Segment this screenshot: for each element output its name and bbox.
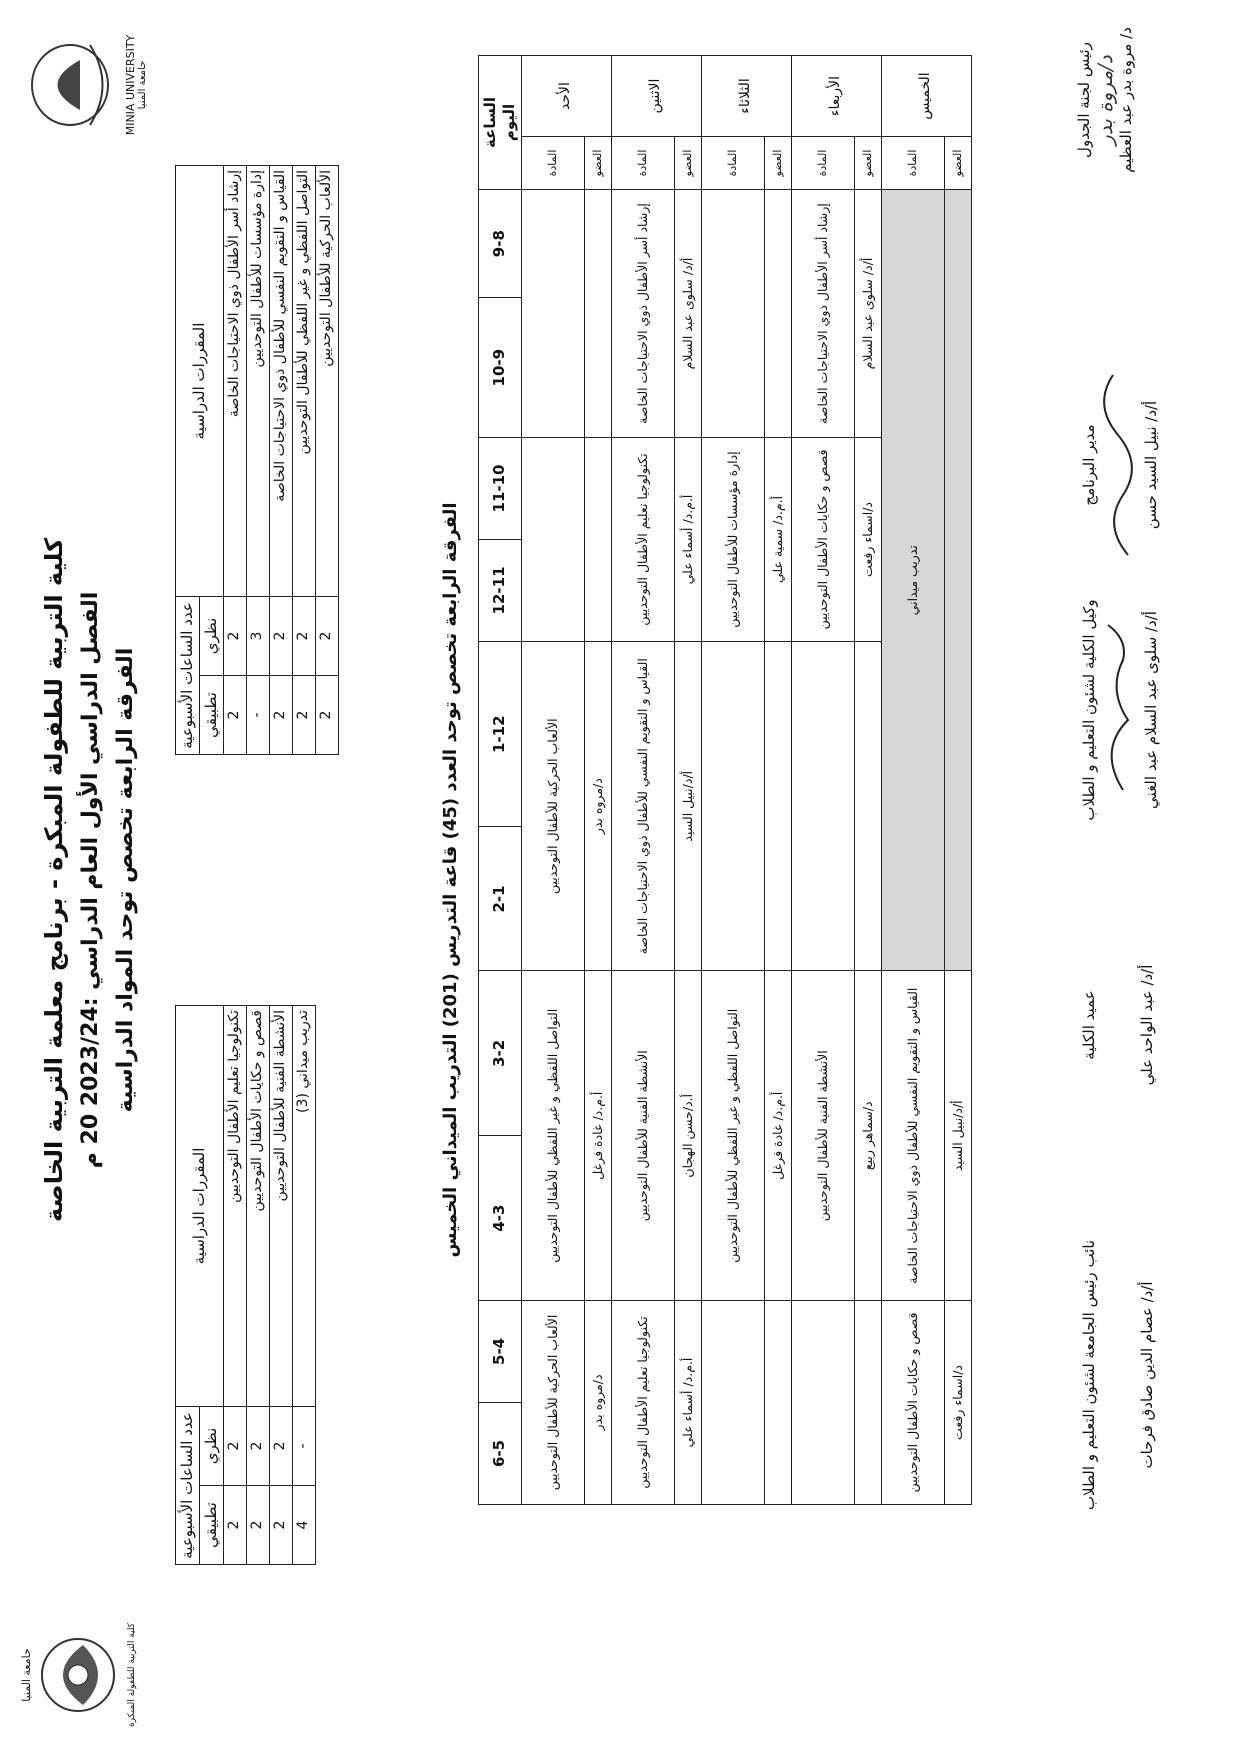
courses-table-left bbox=[175, 1005, 316, 1565]
day-member-row bbox=[764, 56, 791, 1505]
courses-header: المقررات الدراسية bbox=[176, 166, 224, 597]
program-signature-icon bbox=[1098, 365, 1138, 565]
course-theory: - bbox=[292, 1407, 315, 1486]
hour-slot-header: 2-1 bbox=[479, 827, 522, 971]
committee-name: د/ مروة بدر عبد العظيم bbox=[1117, 27, 1135, 173]
table-row bbox=[292, 166, 315, 755]
course-theory: 2 bbox=[246, 1407, 269, 1486]
schedule-subject-cell: إرشاد أسر الأطفال ذوي الاحتياجات الخاصة bbox=[791, 190, 854, 438]
schedule-subject-cell: قصص و حكايات الأطفال التوحديين bbox=[881, 1300, 944, 1504]
day-member-row bbox=[674, 56, 701, 1505]
schedule-subject-cell: القياس و التقويم النفسي للأطفال ذوي الاحتياجات الخاصة bbox=[881, 971, 944, 1301]
day-name: الخميس bbox=[881, 56, 971, 137]
member-label: العضو bbox=[854, 137, 881, 190]
minia-university-logo bbox=[20, 25, 150, 145]
hour-slot-header: 5-4 bbox=[479, 1300, 522, 1402]
schedule-member-cell bbox=[854, 1300, 881, 1504]
course-practical: 2 bbox=[315, 676, 338, 755]
schedule-member-cell: أ.م.د/ أسماء علي bbox=[674, 438, 701, 642]
schedule-subject-cell: تدريب ميداني bbox=[881, 190, 944, 971]
course-practical: 2 bbox=[269, 1486, 292, 1565]
hour-slot-header: 12-11 bbox=[479, 539, 522, 641]
vp-name: أ/د/ عصام الدين صادق فرحات bbox=[1138, 1281, 1156, 1469]
schedule-member-cell bbox=[764, 641, 791, 971]
dean-title: عميد الكلية bbox=[1080, 990, 1098, 1060]
course-practical: 2 bbox=[292, 676, 315, 755]
day-name: الثلاثاء bbox=[701, 56, 791, 137]
vice-dean-name: أ/د/ سلوى عبد السلام عبد الغني bbox=[1142, 611, 1160, 809]
course-name: إرشاد أسر الأطفال ذوي الاحتياجات الخاصة bbox=[223, 166, 246, 597]
schedule-member-cell: أ/د/نبيل السيد bbox=[944, 971, 971, 1301]
schedule-subject-cell: القياس و التقويم النفسي للأطفال ذوي الاحتياجات الخاصة bbox=[611, 641, 674, 971]
hour-slot-header: 1-12 bbox=[479, 641, 522, 827]
course-name: تدريب ميداني (3) bbox=[292, 1006, 315, 1407]
logo-caption-ar: جامعة المنيا bbox=[137, 60, 148, 110]
day-member-row bbox=[584, 56, 611, 1505]
faculty-logo-subcaption: كلية التربية للطفولة المبكرة bbox=[127, 1622, 137, 1728]
table-row bbox=[246, 166, 269, 755]
subject-label: المادة bbox=[701, 137, 764, 190]
schedule-subject-cell bbox=[701, 1300, 764, 1504]
weekly-schedule-table bbox=[478, 55, 972, 1505]
course-theory: 2 bbox=[223, 597, 246, 676]
course-theory: 2 bbox=[292, 597, 315, 676]
member-label: العضو bbox=[764, 137, 791, 190]
day-member-row bbox=[854, 56, 881, 1505]
table-row bbox=[223, 1006, 246, 1565]
vice-dean-title: وكيل الكلية لشئون التعليم و الطلاب bbox=[1080, 599, 1098, 821]
faculty-logo-caption: جامعة المنيا bbox=[20, 1648, 33, 1702]
vice-president-signature bbox=[1080, 1195, 1156, 1555]
schedule-subject-cell: الألعاب الحركية للأطفال التوحديين bbox=[521, 1300, 584, 1504]
schedule-member-cell: أ.د/حسن الهجان bbox=[674, 971, 701, 1301]
hours-header: عدد الساعات الأسبوعية bbox=[176, 1407, 200, 1565]
day-subject-row bbox=[521, 56, 584, 1505]
subject-label: المادة bbox=[611, 137, 674, 190]
schedule-member-cell bbox=[854, 641, 881, 971]
practical-header: تطبيقي bbox=[199, 676, 223, 755]
schedule-subject-cell bbox=[521, 438, 584, 642]
schedule-member-cell bbox=[944, 190, 971, 971]
courses-table-right bbox=[175, 165, 339, 755]
day-time-header bbox=[479, 56, 522, 190]
committee-handwriting: د/مروة بدر bbox=[1093, 55, 1117, 145]
program-name: أ/د/ نبيل السيد حسن bbox=[1142, 400, 1160, 530]
table-row bbox=[292, 1006, 315, 1565]
table-row bbox=[246, 1006, 269, 1565]
grade-subtitle: الفرقة الرابعة تخصص توحد المواد الدراسية bbox=[113, 647, 138, 1113]
schedule-member-cell bbox=[764, 190, 791, 438]
course-theory: 2 bbox=[269, 597, 292, 676]
day-name: الأربعاء bbox=[791, 56, 881, 137]
subject-label: المادة bbox=[521, 137, 584, 190]
schedule-member-cell bbox=[584, 190, 611, 438]
schedule-subject-cell bbox=[521, 190, 584, 438]
schedule-member-cell: أ/د/نبيل السيد bbox=[674, 641, 701, 971]
course-practical: 2 bbox=[246, 1486, 269, 1565]
faculty-emblem-icon bbox=[33, 1615, 123, 1735]
course-name: التواصل اللفظي و غير اللفظي للأطفال التوحديين bbox=[292, 166, 315, 597]
day-subject-row bbox=[791, 56, 854, 1505]
day-name: الأحد bbox=[521, 56, 611, 137]
courses-header: المقررات الدراسية bbox=[176, 1006, 224, 1407]
table-row bbox=[223, 166, 246, 755]
day-name: الاثنين bbox=[611, 56, 701, 137]
course-name: الأنشطة الفنية للأطفال التوحديين bbox=[269, 1006, 292, 1407]
practical-header: تطبيقي bbox=[199, 1486, 223, 1565]
schedule-subject-cell: إرشاد أسر الأطفال ذوي الاحتياجات الخاصة bbox=[611, 190, 674, 438]
hour-slot-header: 4-3 bbox=[479, 1136, 522, 1301]
vice-dean-signature-icon bbox=[1098, 610, 1138, 810]
member-label: العضو bbox=[944, 137, 971, 190]
course-name: القياس و التقويم النفسي للأطفال ذوي الاحتياجات الخاصة bbox=[269, 166, 292, 597]
schedule-title: الفرقة الرابعة تخصص توحد العدد (45) قاعة التدريس (201) التدريب الميداني الخميس bbox=[440, 502, 461, 1258]
university-crest-icon bbox=[20, 25, 120, 145]
schedule-subject-cell: الأنشطة الفنية للأطفال التوحديين bbox=[791, 971, 854, 1301]
vp-title: نائب رئيس الجامعة لشئون التعليم و الطلاب bbox=[1080, 1239, 1098, 1511]
hour-slot-header: 9-8 bbox=[479, 190, 522, 298]
schedule-member-cell: أ/د/ سلوى عبد السلام bbox=[674, 190, 701, 438]
subject-label: المادة bbox=[881, 137, 944, 190]
course-practical: 2 bbox=[269, 676, 292, 755]
course-practical: 2 bbox=[223, 676, 246, 755]
schedule-subject-cell bbox=[791, 1300, 854, 1504]
theory-header: نظري bbox=[199, 597, 223, 676]
course-name: الألعاب الحركية للأطفال التوحديين bbox=[315, 166, 338, 597]
course-practical: - bbox=[246, 676, 269, 755]
program-title: مدير البرنامج bbox=[1080, 424, 1098, 506]
schedule-member-cell: د/مروه بدر bbox=[584, 1300, 611, 1504]
schedule-member-cell: د/اسماء رفعت bbox=[944, 1300, 971, 1504]
schedule-subject-cell: التواصل اللفظي و غير اللفظي للأطفال التوحديين bbox=[701, 971, 764, 1301]
course-name: تكنولوجيا تعليم الأطفال التوحديين bbox=[223, 1006, 246, 1407]
table-row bbox=[269, 1006, 292, 1565]
course-practical: 2 bbox=[223, 1486, 246, 1565]
schedule-subject-cell: التواصل اللفظي و غير اللفظي للأطفال التوحديين bbox=[521, 971, 584, 1301]
schedule-member-cell bbox=[584, 438, 611, 642]
course-theory: 3 bbox=[246, 597, 269, 676]
subject-label: المادة bbox=[791, 137, 854, 190]
committee-title: رئيس لجنة الجدول bbox=[1075, 42, 1093, 158]
day-member-row bbox=[944, 56, 971, 1505]
schedule-member-cell: أ.م.د/ غادة فرغل bbox=[764, 971, 791, 1301]
schedule-member-cell: د/اسماء رفعت bbox=[854, 438, 881, 642]
course-practical: 4 bbox=[292, 1486, 315, 1565]
table-row bbox=[269, 166, 292, 755]
schedule-subject-cell bbox=[701, 190, 764, 438]
hour-slot-header: 6-5 bbox=[479, 1402, 522, 1504]
member-label: العضو bbox=[584, 137, 611, 190]
schedule-subject-cell: إدارة مؤسسات للأطفال التوحديين bbox=[701, 438, 764, 642]
schedule-subject-cell: تكنولوجيا تعليم الأطفال التوحديين bbox=[611, 438, 674, 642]
theory-header: نظري bbox=[199, 1407, 223, 1486]
hour-slot-header: 3-2 bbox=[479, 971, 522, 1136]
dean-signature bbox=[1080, 915, 1156, 1135]
course-name: قصص و حكايات الأطفال التوحديين bbox=[246, 1006, 269, 1407]
schedule-subject-cell bbox=[701, 641, 764, 971]
course-theory: 2 bbox=[223, 1407, 246, 1486]
logo-caption-en: MINIA UNIVERSITY bbox=[124, 34, 137, 136]
schedule-member-cell: أ.م.د/ سمية علي bbox=[764, 438, 791, 642]
table-row bbox=[315, 166, 338, 755]
schedule-member-cell: د/سماهر ربيع bbox=[854, 971, 881, 1301]
schedule-member-cell: أ/د/ سلوى عبد السلام bbox=[854, 190, 881, 438]
day-subject-row bbox=[701, 56, 764, 1505]
day-subject-row bbox=[611, 56, 674, 1505]
vice-dean-signature bbox=[1080, 565, 1160, 855]
course-theory: 2 bbox=[269, 1407, 292, 1486]
page-title: كلية التربية للطفولة المبكرة - برنامج معلمة التربية الخاصة bbox=[40, 537, 68, 1223]
day-header-label: اليوم bbox=[499, 103, 518, 142]
schedule-member-cell: أ.م.د/ أسماء علي bbox=[674, 1300, 701, 1504]
schedule-subject-cell: قصص و حكايات الأطفال التوحديين bbox=[791, 438, 854, 642]
member-label: العضو bbox=[674, 137, 701, 190]
hour-slot-header: 11-10 bbox=[479, 438, 522, 540]
schedule-member-cell: أ.م.د/ غادة فرغل bbox=[584, 971, 611, 1301]
schedule-subject-cell bbox=[791, 641, 854, 971]
schedule-subject-cell: الألعاب الحركية للأطفال التوحديين bbox=[521, 641, 584, 971]
dean-name: أ/د/ عبد الواحد علي bbox=[1138, 964, 1156, 1086]
hour-slot-header: 10-9 bbox=[479, 298, 522, 438]
schedule-member-cell: د/مروه بدر bbox=[584, 641, 611, 971]
course-name: إدارة مؤسسات للأطفال التوحديين bbox=[246, 166, 269, 597]
schedule-member-cell bbox=[764, 1300, 791, 1504]
schedule-subject-cell: تكنولوجيا تعليم الأطفال التوحديين bbox=[611, 1300, 674, 1504]
schedule-subject-cell: الأنشطة الفنية للأطفال التوحديين bbox=[611, 971, 674, 1301]
faculty-logo bbox=[20, 1615, 150, 1735]
day-subject-row bbox=[881, 56, 944, 1505]
hours-header: عدد الساعات الأسبوعية bbox=[176, 597, 200, 755]
schedule-header-row bbox=[479, 56, 522, 1505]
course-theory: 2 bbox=[315, 597, 338, 676]
committee-signature bbox=[1075, 5, 1135, 195]
semester-subtitle: الفصل الدراسي الأول العام الدراسي :2023/24 20 م bbox=[78, 591, 103, 1169]
time-header-label: الساعة bbox=[481, 97, 499, 149]
program-director-signature bbox=[1080, 355, 1160, 575]
